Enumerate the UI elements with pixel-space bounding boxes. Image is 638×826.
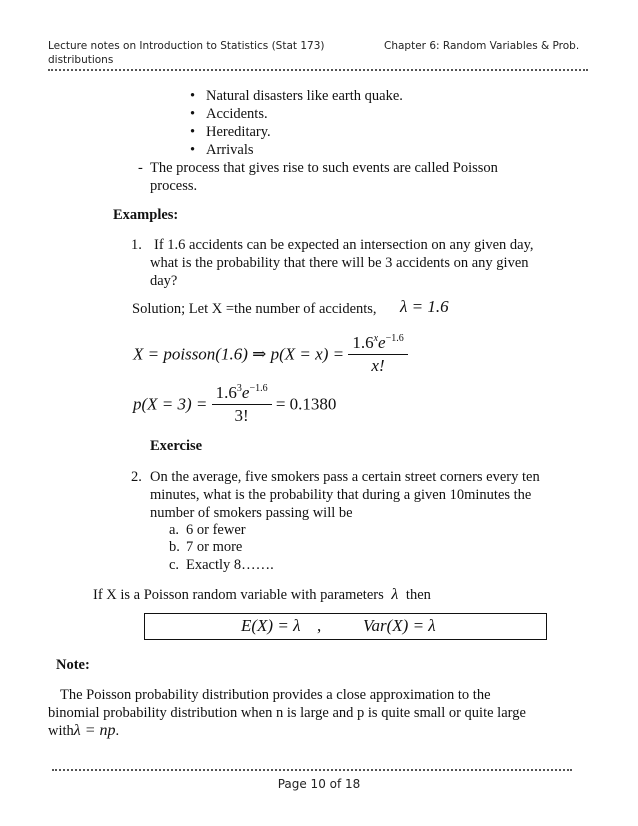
header-left-line1: Lecture notes on Introduction to Statistics (Stat 173)	[48, 40, 325, 52]
example2-item-b: b. 7 or more	[169, 539, 243, 555]
example1-number: 1.	[131, 237, 142, 253]
header-right: Chapter 6: Random Variables & Prob.	[384, 40, 580, 52]
boxed-mean: E(X) = λ	[241, 616, 301, 635]
solution-lambda: λ = 1.6	[400, 297, 449, 316]
bullet-item: • Accidents.	[190, 106, 268, 122]
example2-line2: minutes, what is the probability that during a given 10minutes the	[150, 487, 532, 503]
example2-item-a: a. 6 or fewer	[169, 522, 246, 538]
formula1-fraction: $\frac{1.6^xe^{-1.6}}{x!}$	[348, 333, 407, 376]
exercise-heading: Exercise	[150, 438, 203, 454]
example1-line1: If 1.6 accidents can be expected an intersection on any given day,	[154, 237, 534, 253]
process-line1: The process that gives rise to such events are called Poisson	[150, 160, 498, 176]
process-line2: process.	[150, 178, 198, 194]
poisson-statement: If X is a Poisson random variable with parameters λ then	[93, 586, 431, 603]
formula2	[133, 383, 336, 426]
example1-line2: what is the probability that there will be 3 accidents on any given	[150, 255, 529, 271]
example2-line3: number of smokers passing will be	[150, 505, 353, 521]
note-heading: Note:	[56, 657, 90, 673]
bullet-item: • Arrivals	[190, 142, 254, 158]
header-left-line2: distributions	[48, 54, 114, 66]
formula-box	[144, 613, 547, 640]
solution-text: Solution; Let X =the number of accidents,	[132, 301, 377, 317]
bullet-list	[190, 87, 403, 159]
bullet-item: • Hereditary.	[190, 124, 271, 140]
example2-item-c: c. Exactly 8…….	[169, 557, 274, 573]
example1-line3: day?	[150, 273, 178, 289]
formula2-result: = 0.1380	[275, 394, 337, 414]
boxed-var: Var(X) = λ	[363, 616, 436, 635]
bullet-item: • Natural disasters like earth quake.	[190, 88, 403, 104]
formula1	[133, 333, 408, 376]
footer-page-number: Page 10 of 18	[277, 777, 361, 791]
formula2-lhs: p(X = 3) =	[133, 394, 208, 414]
header-divider	[48, 69, 588, 71]
note-line1: The Poisson probability distribution provides a close approximation to the	[60, 687, 491, 703]
process-dash: -	[138, 160, 143, 176]
example2-line1: On the average, five smokers pass a certain street corners every ten	[150, 469, 540, 485]
boxed-sep: ,	[317, 616, 322, 635]
note-line3: withλ = np.	[48, 722, 120, 739]
example2-number: 2.	[131, 469, 142, 485]
formula1-lhs: X = poisson(1.6) ⇒ p(X = x) =	[133, 344, 345, 364]
examples-heading: Examples:	[113, 207, 179, 223]
note-line2: binomial probability distribution when n is large and p is quite small or quite large	[48, 705, 526, 721]
poisson-lambda: λ	[391, 586, 399, 603]
footer-divider	[52, 769, 572, 771]
formula2-fraction: $\frac{1.6^3e^{-1.6}}{3!}$	[212, 383, 272, 426]
